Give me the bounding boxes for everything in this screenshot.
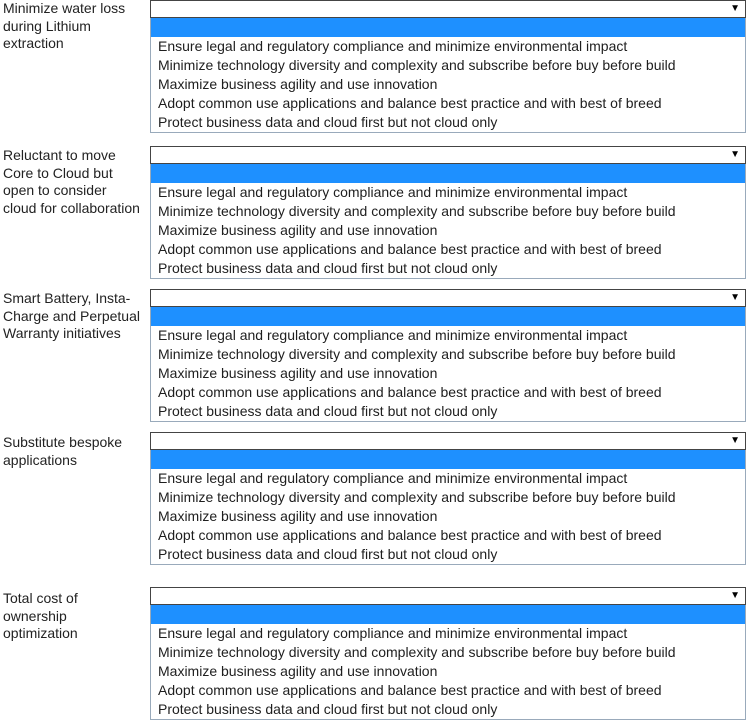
option-blank[interactable] bbox=[151, 450, 745, 469]
question-label-2: Reluctant to move Core to Cloud but open to consider cloud for collaboration bbox=[3, 147, 140, 216]
option-minimize-diversity[interactable]: Minimize technology diversity and complexity and subscribe before buy before build bbox=[158, 489, 676, 505]
select-box-3[interactable] bbox=[150, 289, 746, 307]
option-protect-data[interactable]: Protect business data and cloud first but not cloud only bbox=[158, 114, 498, 130]
answer-dropdown-5[interactable] bbox=[150, 587, 746, 720]
option-blank[interactable] bbox=[151, 18, 745, 37]
question-label-4: Substitute bespoke applications bbox=[3, 434, 123, 468]
answer-dropdown-4[interactable] bbox=[150, 432, 746, 565]
option-common-use-apps[interactable]: Adopt common use applications and balance best practice and with best of breed bbox=[158, 241, 662, 257]
options-list-3 bbox=[150, 307, 746, 422]
chevron-down-icon[interactable]: ▼ bbox=[730, 149, 740, 160]
option-common-use-apps[interactable]: Adopt common use applications and balance best practice and with best of breed bbox=[158, 682, 662, 698]
option-protect-data[interactable]: Protect business data and cloud first but not cloud only bbox=[158, 701, 498, 717]
option-blank[interactable] bbox=[151, 307, 745, 326]
question-label-1: Minimize water loss during Lithium extraction bbox=[3, 0, 126, 51]
option-protect-data[interactable]: Protect business data and cloud first but not cloud only bbox=[158, 403, 498, 419]
select-box-2[interactable] bbox=[150, 146, 746, 164]
option-protect-data[interactable]: Protect business data and cloud first but not cloud only bbox=[158, 546, 498, 562]
question-label-3: Smart Battery, Insta-Charge and Perpetual Warranty initiatives bbox=[3, 290, 140, 341]
select-box-5[interactable] bbox=[150, 587, 746, 605]
option-common-use-apps[interactable]: Adopt common use applications and balance best practice and with best of breed bbox=[158, 384, 662, 400]
option-minimize-diversity[interactable]: Minimize technology diversity and complexity and subscribe before buy before build bbox=[158, 644, 676, 660]
question-label-5: Total cost of ownership optimization bbox=[3, 590, 78, 641]
options-list-5 bbox=[150, 605, 746, 720]
options-list-1 bbox=[150, 18, 746, 133]
select-box-1[interactable] bbox=[150, 0, 746, 18]
option-minimize-diversity[interactable]: Minimize technology diversity and complexity and subscribe before buy before build bbox=[158, 346, 676, 362]
option-business-agility[interactable]: Maximize business agility and use innovation bbox=[158, 663, 438, 679]
option-blank[interactable] bbox=[151, 605, 745, 624]
option-business-agility[interactable]: Maximize business agility and use innovation bbox=[158, 508, 438, 524]
chevron-down-icon[interactable]: ▼ bbox=[730, 435, 740, 446]
option-minimize-diversity[interactable]: Minimize technology diversity and complexity and subscribe before buy before build bbox=[158, 57, 676, 73]
chevron-down-icon[interactable]: ▼ bbox=[730, 292, 740, 303]
chevron-down-icon[interactable]: ▼ bbox=[730, 590, 740, 601]
option-business-agility[interactable]: Maximize business agility and use innovation bbox=[158, 76, 438, 92]
option-common-use-apps[interactable]: Adopt common use applications and balance best practice and with best of breed bbox=[158, 95, 662, 111]
chevron-down-icon[interactable]: ▼ bbox=[730, 3, 740, 14]
option-minimize-diversity[interactable]: Minimize technology diversity and complexity and subscribe before buy before build bbox=[158, 203, 676, 219]
options-list-2 bbox=[150, 164, 746, 279]
option-legal-compliance[interactable]: Ensure legal and regulatory compliance and minimize environmental impact bbox=[158, 184, 628, 200]
option-legal-compliance[interactable]: Ensure legal and regulatory compliance and minimize environmental impact bbox=[158, 470, 628, 486]
option-legal-compliance[interactable]: Ensure legal and regulatory compliance and minimize environmental impact bbox=[158, 38, 628, 54]
option-legal-compliance[interactable]: Ensure legal and regulatory compliance and minimize environmental impact bbox=[158, 327, 628, 343]
option-blank[interactable] bbox=[151, 164, 745, 183]
option-protect-data[interactable]: Protect business data and cloud first but not cloud only bbox=[158, 260, 498, 276]
answer-dropdown-3[interactable] bbox=[150, 289, 746, 422]
option-legal-compliance[interactable]: Ensure legal and regulatory compliance and minimize environmental impact bbox=[158, 625, 628, 641]
select-box-4[interactable] bbox=[150, 432, 746, 450]
answer-dropdown-1[interactable] bbox=[150, 0, 746, 133]
options-list-4 bbox=[150, 450, 746, 565]
option-common-use-apps[interactable]: Adopt common use applications and balance best practice and with best of breed bbox=[158, 527, 662, 543]
answer-dropdown-2[interactable] bbox=[150, 146, 746, 279]
option-business-agility[interactable]: Maximize business agility and use innovation bbox=[158, 222, 438, 238]
option-business-agility[interactable]: Maximize business agility and use innovation bbox=[158, 365, 438, 381]
